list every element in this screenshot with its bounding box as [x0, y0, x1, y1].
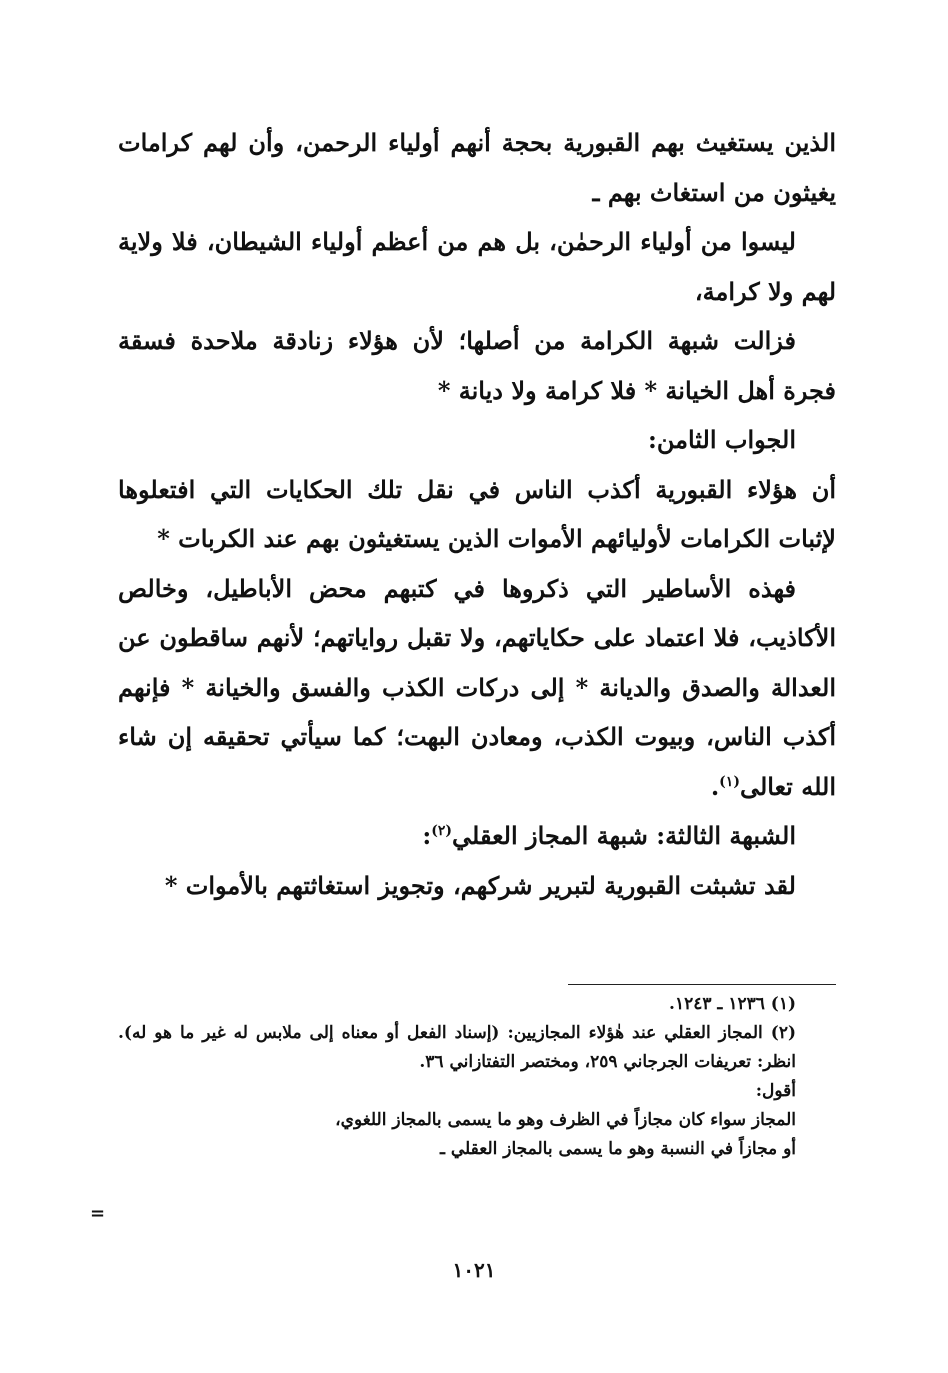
paragraph-1: الذين يستغيث بهم القبورية بحجة أنهم أولياء الرحمن، وأن لهم كرامات يغيثون من استغاث بهم ـ [118, 128, 837, 207]
main-text [118, 118, 836, 910]
page-number: ١٠٢١ [452, 1258, 496, 1282]
paragraph-6-text: فهذه الأساطير التي ذكروها في كتبهم محض الأباطيل، وخالص الأكاذيب، فلا اعتماد على حكاياتهم، ولا تقبل رواياتهم؛ لأنهم ساقطون عن العدالة والصدق والديانة * إلى دركات الكذب والفسق والخيانة * فإنهم أكذب الناس، وبيوت الكذب، ومعادن البهت؛ كما سيأتي تحقيقه إن شاء الله تعالى [118, 573, 836, 801]
paragraph-6-end: . [710, 771, 720, 801]
heading-third-doubt [118, 811, 836, 861]
paragraph-5: أن هؤلاء القبورية أكذب الناس في نقل تلك الحكايات التي افتعلوها لإثبات الكرامات لأوليائهم الأموات الذين يستغيثون بهم عند الكربات * [118, 474, 836, 553]
footnote-separator [568, 984, 836, 985]
paragraph-2: ليسوا من أولياء الرحمٰن، بل هم من أعظم أولياء الشيطان، فلا ولاية لهم ولا كرامة، [118, 227, 836, 306]
footnote-ref-2[interactable]: (٢) [431, 823, 453, 839]
footnote-1: (١) ١٢٣٦ ـ ١٢٤٣. [669, 994, 796, 1014]
heading-third-doubt-end: : [422, 821, 432, 850]
footnote-2: (٢) المجاز العقلي عند هٰؤلاء المجازيين: (إسناد الفعل أو معناه إلى ملابس له غير ما هو له). انظر: تعريفات الجرجاني ٢٥٩، ومختصر التفتازاني ٣٦. [118, 1023, 796, 1072]
footnote-line-1: المجاز سواء كان مجازاً في الظرف وهو ما يسمى بالمجاز اللغوي، [335, 1110, 796, 1130]
heading-eighth-answer: الجواب الثامن: [647, 425, 796, 454]
paragraph-6 [118, 564, 836, 812]
footnote-aqul: أقول: [755, 1081, 796, 1101]
paragraph-3: فزالت شبهة الكرامة من أصلها؛ لأن هؤلاء زنادقة ملاحدة فسقة فجرة أهل الخيانة * فلا كرامة ولا ديانة * [118, 326, 836, 405]
footnote-ref-1[interactable]: (١) [719, 773, 740, 790]
paragraph-8: لقد تشبثت القبورية لتبرير شركهم، وتجويز استغاثتهم بالأموات * [164, 870, 796, 900]
footnotes [118, 990, 836, 1164]
heading-third-doubt-text: الشبهة الثالثة: شبهة المجاز العقلي [452, 821, 796, 850]
continuation-mark: = [90, 1203, 106, 1224]
footnote-line-2: أو مجازاً في النسبة وهو ما يسمى بالمجاز العقلي ـ [439, 1139, 796, 1159]
